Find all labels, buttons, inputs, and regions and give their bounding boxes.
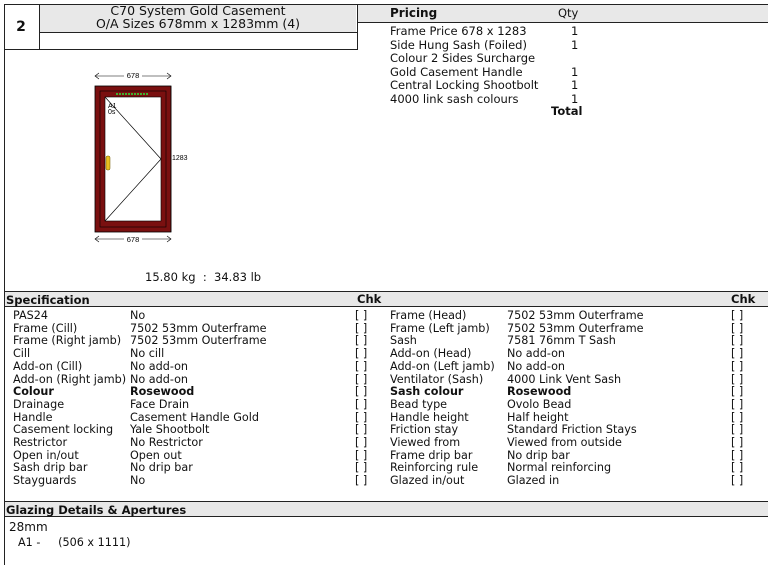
specification-title: Specification: [6, 293, 90, 307]
spec-head-underline: [4, 306, 768, 307]
spec-label: Colour: [13, 385, 54, 399]
spec-value: 7502 53mm Outerframe: [507, 309, 644, 322]
spec-value: No cill: [130, 347, 165, 361]
check-box[interactable]: [ ]: [355, 448, 368, 462]
spec-value: No add-on: [507, 347, 566, 361]
spec-value: 7502 53mm Outerframe: [130, 321, 267, 335]
spec-value: 7502 53mm Outerframe: [507, 321, 644, 335]
pricing-row-label: Gold Casement Handle: [390, 64, 523, 79]
glazing-top-line: [4, 501, 768, 502]
check-box[interactable]: [ ]: [355, 359, 368, 373]
spec-label: Friction stay: [390, 423, 459, 437]
qty-header: Qty: [558, 6, 579, 20]
spec-label: Sash drip bar: [13, 461, 88, 475]
check-box[interactable]: [ ]: [731, 474, 744, 488]
weight-readout: 15.80 kg : 34.83 lb: [145, 270, 262, 284]
spec-label: Ventilator (Sash): [390, 372, 484, 386]
spec-value: No drip bar: [130, 461, 193, 475]
width-dimension-label: 678: [126, 71, 140, 80]
spec-label: Restrictor: [13, 436, 68, 449]
spec-value: No drip bar: [507, 448, 570, 462]
check-box[interactable]: [ ]: [731, 347, 744, 361]
spec-label: Stayguards: [13, 474, 77, 488]
spec-value: Open out: [130, 448, 182, 462]
specification-header-bar: [4, 292, 768, 306]
height-dimension-label: 1283: [172, 155, 188, 162]
check-box[interactable]: [ ]: [731, 309, 744, 322]
product-title: C70 System Gold Casement: [110, 3, 286, 18]
check-column-header: Chk: [731, 292, 756, 306]
spec-value: 7581 76mm T Sash: [507, 334, 616, 348]
window-elevation-drawing: [86, 70, 196, 250]
glazing-aperture: A1 - (506 x 1111): [18, 536, 131, 549]
pricing-row-label: Side Hung Sash (Foiled): [390, 37, 527, 52]
item-number: 2: [16, 18, 26, 35]
pricing-title: Pricing: [390, 6, 438, 20]
check-box[interactable]: [ ]: [731, 359, 744, 373]
spec-label: Add-on (Right jamb): [13, 372, 127, 386]
check-box[interactable]: [ ]: [731, 448, 744, 462]
spec-label: Viewed from: [390, 436, 461, 449]
product-title-box: [40, 4, 356, 32]
pricing-underline: [358, 22, 768, 23]
spec-label: PAS24: [13, 309, 49, 322]
spec-value: Rosewood: [130, 385, 195, 399]
spec-label: Cill: [13, 347, 31, 361]
spec-value: Casement Handle Gold: [130, 410, 259, 424]
spec-value: 4000 Link Vent Sash: [507, 372, 622, 386]
spec-value: Standard Friction Stays: [507, 423, 637, 437]
check-box[interactable]: [ ]: [731, 410, 744, 424]
spec-label: Frame (Left jamb): [390, 321, 490, 335]
pricing-total-label: Total: [551, 104, 583, 118]
check-box[interactable]: [ ]: [355, 347, 368, 361]
pricing-row-label: Frame Price 678 x 1283: [390, 24, 527, 38]
check-box[interactable]: [ ]: [355, 461, 368, 475]
spec-value: Glazed in: [507, 474, 560, 488]
spec-label: Frame (Head): [390, 309, 467, 322]
aperture-label: A1: [108, 103, 117, 110]
check-box[interactable]: [ ]: [355, 334, 368, 348]
glazing-title: Glazing Details & Apertures: [6, 503, 187, 517]
spec-value: Face Drain: [130, 397, 190, 411]
check-box[interactable]: [ ]: [355, 309, 368, 322]
spec-value: Rosewood: [507, 385, 572, 399]
handle-icon: [106, 156, 110, 170]
check-box[interactable]: [ ]: [355, 321, 368, 335]
spec-value: No add-on: [130, 372, 189, 386]
check-box[interactable]: [ ]: [355, 410, 368, 424]
check-box[interactable]: [ ]: [731, 397, 744, 411]
check-box[interactable]: [ ]: [731, 321, 744, 335]
pricing-row-qty: 1: [571, 78, 579, 93]
opening-label: 0s: [108, 109, 116, 116]
spec-label: Handle height: [390, 410, 469, 424]
glazing-thickness: 28mm: [9, 520, 48, 534]
spec-label: Frame (Cill): [13, 321, 78, 335]
spec-label: Add-on (Cill): [13, 359, 83, 373]
spec-top-line: [4, 291, 768, 292]
check-box[interactable]: [ ]: [355, 436, 368, 449]
spec-value: Half height: [507, 410, 569, 424]
pricing-row-qty: 1: [571, 37, 579, 52]
spec-label: Sash colour: [390, 385, 464, 399]
spec-value: No add-on: [507, 359, 566, 373]
spec-value: No add-on: [130, 359, 189, 373]
check-box[interactable]: [ ]: [731, 423, 744, 437]
spec-label: Handle: [13, 410, 53, 424]
spec-value: 7502 53mm Outerframe: [130, 334, 267, 348]
spec-value: No Restrictor: [130, 436, 203, 449]
bottom-dimension-label: 678: [126, 235, 140, 244]
spec-value: Viewed from outside: [507, 436, 622, 449]
pricing-row-label: 4000 link sash colours: [390, 92, 519, 106]
pricing-row-qty: 1: [571, 92, 579, 106]
spec-label: Frame drip bar: [390, 448, 473, 462]
spec-label: Add-on (Head): [390, 347, 472, 361]
check-box[interactable]: [ ]: [731, 334, 744, 348]
pricing-divider: [357, 4, 358, 49]
check-box[interactable]: [ ]: [355, 397, 368, 411]
spec-value: No: [130, 474, 146, 488]
spec-label: Add-on (Left jamb): [390, 359, 495, 373]
check-box[interactable]: [ ]: [355, 474, 368, 488]
product-sizes: O/A Sizes 678mm x 1283mm (4): [95, 16, 301, 31]
spec-value: Ovolo Bead: [507, 397, 572, 411]
left-border: [4, 4, 5, 565]
check-box[interactable]: [ ]: [355, 372, 368, 386]
spec-label: Casement locking: [13, 423, 114, 437]
title-underline: [40, 32, 357, 33]
check-box[interactable]: [ ]: [731, 372, 744, 386]
pricing-row-qty: 1: [571, 24, 579, 38]
spec-label: Glazed in/out: [390, 474, 465, 488]
spec-value: No: [130, 309, 146, 322]
spec-label: Frame (Right jamb): [13, 334, 122, 348]
spec-label: Sash: [390, 334, 417, 348]
pricing-row-qty: 1: [571, 64, 579, 79]
spec-label: Bead type: [390, 397, 448, 411]
check-box[interactable]: [ ]: [731, 385, 744, 399]
spec-label: Open in/out: [13, 448, 79, 462]
check-box[interactable]: [ ]: [731, 461, 744, 475]
check-column-header: Chk: [357, 292, 382, 306]
pricing-row-label: Central Locking Shootbolt: [390, 78, 539, 93]
spec-value: Normal reinforcing: [507, 461, 612, 475]
header-bottom-line: [4, 49, 358, 50]
check-box[interactable]: [ ]: [355, 385, 368, 399]
spec-label: Drainage: [13, 397, 65, 411]
check-box[interactable]: [ ]: [731, 436, 744, 449]
spec-value: Yale Shootbolt: [130, 423, 210, 437]
check-box[interactable]: [ ]: [355, 423, 368, 437]
spec-label: Reinforcing rule: [390, 461, 479, 475]
pricing-row-label: Colour 2 Sides Surcharge: [390, 51, 536, 66]
